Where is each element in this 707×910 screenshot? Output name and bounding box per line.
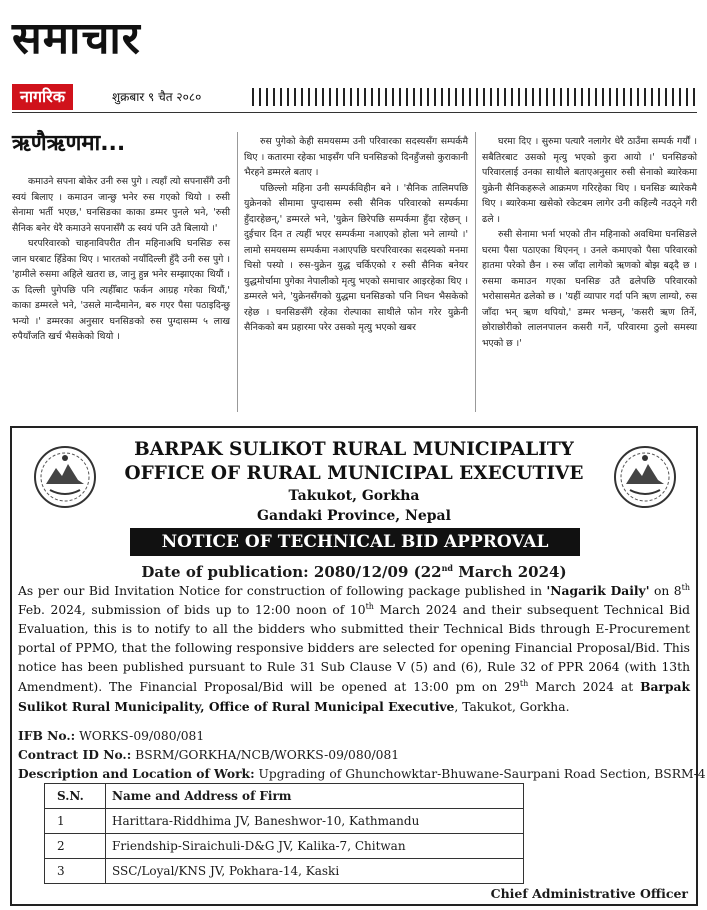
description-label: Description and Location of Work: bbox=[18, 766, 255, 781]
column-divider bbox=[475, 132, 476, 412]
article-headline: ऋणैऋणमा... bbox=[12, 131, 126, 156]
body-text: March 2024 at bbox=[528, 680, 641, 694]
column-divider bbox=[237, 132, 238, 412]
body-text: March 2024 and their subsequent Technical Bid Evaluation, this is to notify to all the bidders who submitted their Technical Bids through E-Procurement portal of PPMO, that the following responsive bidders are selected for opening Financial Proposal/Bid. This notice has been published pursuant to Rule 31 Sub Clause V (5) and (6), Rule 32 of PPR 2064 (with 13th Amendment). The Financial Proposal/Bid will be opened at 13:00 pm on 29 bbox=[18, 603, 691, 694]
office-address-line-2: Gandaki Province, Nepal bbox=[257, 508, 451, 524]
office-name: OFFICE OF RURAL MUNICIPAL EXECUTIVE bbox=[124, 463, 584, 484]
ifb-label: IFB No.: bbox=[18, 728, 76, 743]
paragraph: कमाउने सपना बोकेर उनी रुस पुगे । त्यहाँ त्यो सपनासँगै उनी स्वयं बिलाए । कमाउन जान्छु भनेर रुस गएको थियो । रुसी सेनामा भर्ती भएछ,' घनसिङका काका डम्मर पुनले भने, 'रुसी सैनिक बनेर धेरै कमाउने सपनासँगै ऊ स्वयं पनि उतै बिलायो ।' bbox=[12, 176, 230, 234]
publication-date: शुक्रबार ९ चैत २०८० bbox=[112, 90, 202, 104]
publication-date-line bbox=[12, 562, 696, 582]
article-column-1 bbox=[12, 174, 230, 345]
contract-value: BSRM/GORKHA/NCB/WORKS-09/080/081 bbox=[131, 748, 400, 762]
bid-notice bbox=[10, 426, 706, 906]
organization-name: BARPAK SULIKOT RURAL MUNICIPALITY bbox=[134, 439, 574, 460]
column-header-sn: S.N. bbox=[45, 784, 106, 809]
row-sn: 2 bbox=[45, 834, 106, 859]
ordinal-suffix: th bbox=[519, 678, 529, 688]
table-row bbox=[45, 809, 524, 834]
body-text: As per our Bid Invitation Notice for construction of following package published in bbox=[18, 584, 547, 598]
masthead-divider bbox=[12, 112, 697, 113]
table-header-row bbox=[45, 784, 524, 809]
contract-label: Contract ID No.: bbox=[18, 747, 132, 762]
table-row bbox=[45, 859, 524, 884]
paragraph: घरमा दिए । सुरुमा पत्यारै नलागेर धेरै ठाउँमा सम्पर्क गर्यौं । सबैतिरबाट उसको मृत्यु भएको कुरा आयो ।' घनसिङको परिवारलाई उनका साथीले बताएअनुसार रुसी सेनाको ब्यारेकमा युक्रेनी सैनिकहरूले आक्रमण गरिरहेका थिए । घनसिङ ब्यारेकमै थिए । ब्यारेकमा खसेको रकेटबम लागेर उनी कहिल्यै नउठ्ने गरी ढले । bbox=[482, 136, 697, 225]
ordinal-suffix: th bbox=[681, 582, 690, 592]
row-firm: Friendship-Siraichuli-D&G JV, Kalika-7, Chitwan bbox=[106, 834, 524, 859]
body-text: Feb. 2024, submission of bids up to 12:00 noon of 10 bbox=[18, 603, 366, 617]
description-value: Upgrading of Ghunchowktar-Bhuwane-Saurpani Road Section, BSRM-4 bbox=[254, 767, 706, 781]
pubdate-text-end: March 2024) bbox=[453, 563, 567, 581]
notice-title: NOTICE OF TECHNICAL BID APPROVAL bbox=[130, 528, 580, 556]
paragraph: रुसी सेनामा भर्ना भएको तीन महिनाको अवधिमा घनसिङले घरमा पैसा पठाएका थिएनन् । उनले कमाएको पैसा परिवारको हातमा परेको छैन । रुस जाँदा लागेको ऋणको बोझ बढ्दै छ । रुसमा कमाउन गएका घनसिङ उतै ढलेपछि परिवारको भरोसासमेत ढलेको छ । 'यहीं व्यापार गर्दा पनि ऋण लाग्यो, रुस जाँदा भन् ऋण थपियो,' डम्मर भन्छन्, 'कसरी ऋण तिर्ने, छोराछोरीको लालनपालन कसरी गर्ने, परिवारमा ठुलो समस्या भएको छ ।' bbox=[482, 229, 697, 349]
row-sn: 1 bbox=[45, 809, 106, 834]
row-sn: 3 bbox=[45, 859, 106, 884]
venue-name: Barpak Sulikot Rural Municipality, Office of Rural Municipal Executive bbox=[18, 679, 690, 714]
article-column-2 bbox=[244, 134, 468, 336]
row-firm: Harittara-Riddhima JV, Baneshwor-10, Kathmandu bbox=[106, 809, 524, 834]
notice-body bbox=[18, 581, 690, 717]
row-firm: SSC/Loyal/KNS JV, Pokhara-14, Kaski bbox=[106, 859, 524, 884]
ordinal-suffix: th bbox=[365, 601, 374, 611]
ifb-number bbox=[18, 726, 204, 746]
pubdate-suffix: nd bbox=[441, 563, 454, 573]
body-text: on 8 bbox=[649, 584, 682, 598]
paragraph: रुस पुगेको केही समयसम्म उनी परिवारका सदस्यसँग सम्पर्कमै थिए । कतारमा रहेका भाइसँग पनि घनसिङको दिनहुँजसो कुराकानी भैरहने डम्मरले बताए । bbox=[244, 136, 468, 178]
firms-table bbox=[44, 783, 524, 884]
work-description bbox=[18, 764, 706, 784]
paragraph: घरपरिवारको चाहनाविपरीत तीन महिनाअघि घनसिङ रुस जान घरबाट हिँडेका थिए । भारतको नयाँदिल्ली हुँदै उनी रुस पुगे । 'हामीले रुसमा अहिले खतरा छ, जानु हुन्न भनेर सम्झाएका थियौं । ऊ दिल्ली पुगेपछि पनि त्यहीँबाट फर्कन आग्रह गरेका थियौं,' काका डम्मरले भने, 'उसले मान्दैमानेन, बरु गएर पैसा पठाइदिन्छु भन्यो ।' डम्मरका अनुसार घनसिङको रुस पुग्दासम्म ५ लाख रुपैयाँजति खर्च भैसकेको थियो । bbox=[12, 238, 230, 342]
brand-row bbox=[12, 84, 697, 110]
news-article bbox=[12, 122, 697, 412]
article-column-3 bbox=[482, 134, 697, 351]
contract-id bbox=[18, 745, 399, 765]
paragraph: पछिल्लो महिना उनी सम्पर्कविहीन बने । 'सैनिक तालिमपछि युक्रेनको सीमामा पुग्दासम्म रुसी सैनिक परिवारको सम्पर्कमा हुँदारहेछन्,' डम्मरले भने, 'युक्रेन छिरेपछि सम्पर्कमा हुँदा रहेछन् । दुईचार दिन त त्यहीं भएर सम्पर्कमा नआएको होला भने लाग्यो ।' लामो समयसम्म सम्पर्कमा नआएपछि घरपरिवारका सदस्यको मनमा चिसो पस्यो । रुस-युक्रेन युद्ध चर्किएको र रुसी सैनिक बनेयर युद्धमोर्चामा पुगेका नेपालीको मृत्यु भएको समाचार आइरहेका थिए । डम्मरले भने, 'युक्रेनसँगको युद्धमा घनसिङको पनि निधन भैसकेको रहेछ । घनसिङसँगै रहेका रोल्पाका साथीले फोन गरेर युक्रेनी सैनिकको बम प्रहारमा परेर उसको मृत्यु भएको खबर bbox=[244, 182, 468, 333]
body-text: , Takukot, Gorkha. bbox=[454, 700, 570, 714]
newspaper-name: 'Nagarik Daily' bbox=[546, 583, 650, 598]
section-title: समाचार bbox=[12, 13, 141, 64]
ifb-value: WORKS-09/080/081 bbox=[75, 729, 205, 743]
office-address-line-1: Takukot, Gorkha bbox=[288, 488, 420, 504]
pubdate-text: Date of publication: 2080/12/09 (22 bbox=[141, 563, 442, 581]
decorative-hatch bbox=[252, 88, 697, 106]
newspaper-logo: नागरिक bbox=[12, 84, 73, 110]
column-header-firm: Name and Address of Firm bbox=[106, 784, 524, 809]
table-row bbox=[45, 834, 524, 859]
signatory: Chief Administrative Officer bbox=[490, 886, 688, 901]
masthead bbox=[12, 14, 697, 114]
